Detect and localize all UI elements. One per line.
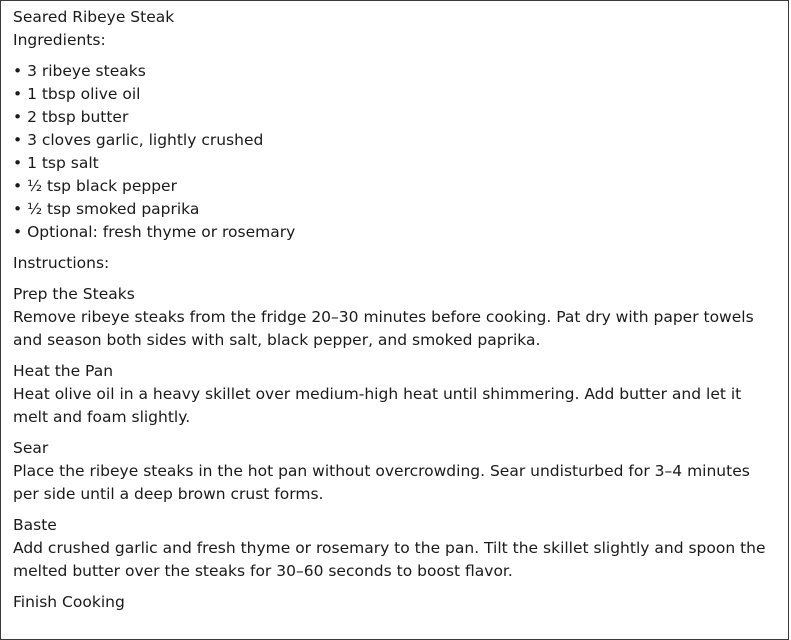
step-title: Prep the Steaks <box>13 285 135 303</box>
ingredient-item: • 3 ribeye steaks <box>13 62 146 80</box>
ingredient-item: • Optional: fresh thyme or rosemary <box>13 223 296 241</box>
step-body: Heat olive oil in a heavy skillet over medium-high heat until shimmering. Add butter and let it melt and foam slightly. <box>13 385 742 426</box>
ingredients-list <box>13 60 776 244</box>
step-body: Add crushed garlic and fresh thyme or rosemary to the pan. Tilt the skillet slightly and spoon the melted butter over the steaks for 30–60 seconds to boost flavor. <box>13 539 766 580</box>
step-title: Sear <box>13 439 49 457</box>
step-title: Finish Cooking <box>13 593 125 611</box>
instructions-heading: Instructions: <box>13 254 110 272</box>
ingredient-item: • ½ tsp smoked paprika <box>13 200 200 218</box>
instruction-step <box>13 437 776 506</box>
step-body: Place the ribeye steaks in the hot pan without overcrowding. Sear undisturbed for 3–4 minutes per side until a deep brown crust forms. <box>13 462 750 503</box>
step-title: Heat the Pan <box>13 362 114 380</box>
ingredient-item: • 1 tsp salt <box>13 154 99 172</box>
ingredient-item: • ½ tsp black pepper <box>13 177 177 195</box>
instruction-step <box>13 514 776 583</box>
recipe-title: Seared Ribeye Steak <box>13 8 175 26</box>
instruction-step <box>13 283 776 352</box>
step-body: Remove ribeye steaks from the fridge 20–30 minutes before cooking. Pat dry with paper towels and season both sides with salt, black pepper, and smoked paprika. <box>13 308 754 349</box>
instruction-step <box>13 591 776 614</box>
step-title: Baste <box>13 516 57 534</box>
ingredient-item: • 2 tbsp butter <box>13 108 129 126</box>
ingredient-item: • 1 tbsp olive oil <box>13 85 141 103</box>
ingredient-item: • 3 cloves garlic, lightly crushed <box>13 131 264 149</box>
instruction-step <box>13 360 776 429</box>
ingredients-heading: Ingredients: <box>13 31 106 49</box>
